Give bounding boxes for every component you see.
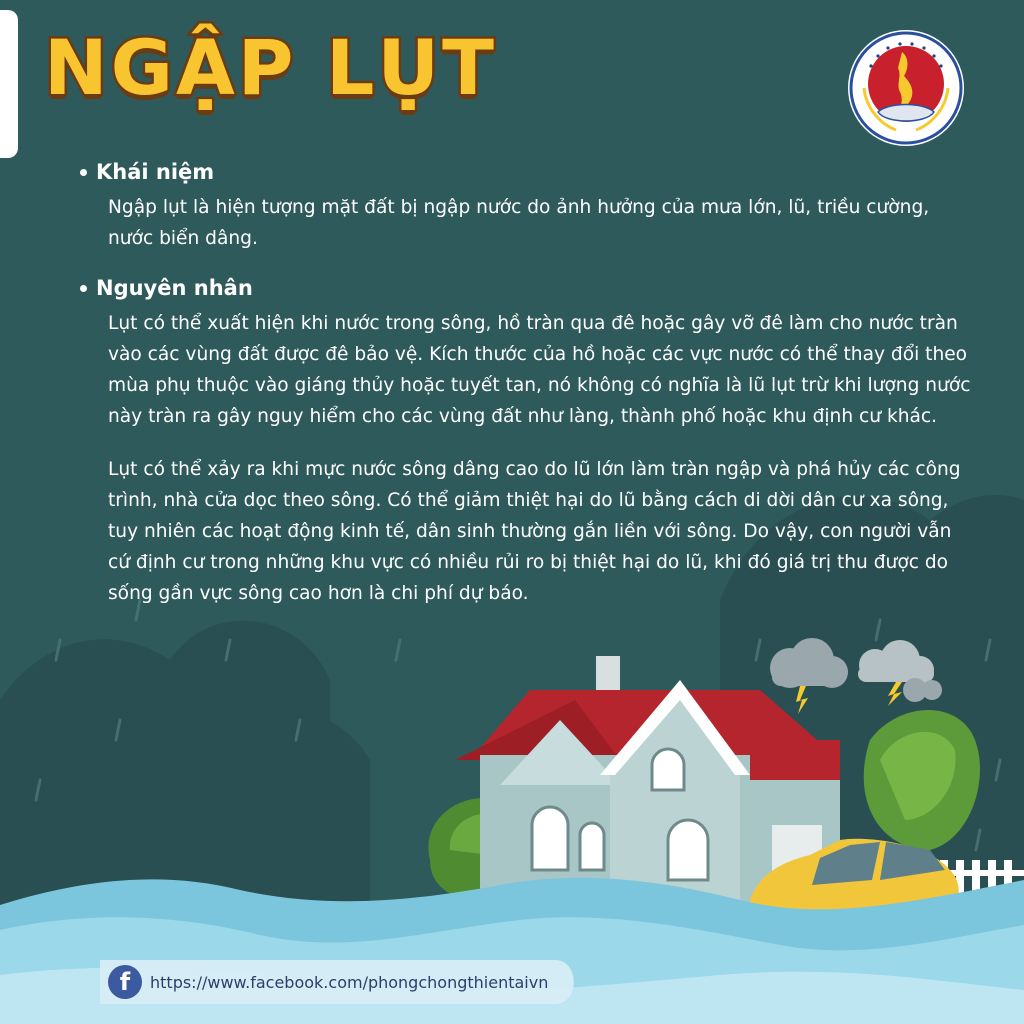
facebook-icon[interactable]: f bbox=[108, 965, 142, 999]
section-causes bbox=[72, 276, 972, 609]
section-heading-label: Nguyên nhân bbox=[96, 276, 253, 300]
side-tab bbox=[0, 10, 18, 158]
section-concept bbox=[72, 160, 972, 254]
page-title: NGẬP LỤT bbox=[44, 23, 497, 112]
content-area bbox=[72, 160, 972, 631]
footer-link[interactable] bbox=[108, 962, 568, 1002]
section-paragraph: Lụt có thể xảy ra khi mực nước sông dâng cao do lũ lớn làm tràn ngập và phá hủy các công trình, nhà cửa dọc theo sông. Có thể giảm thiệt hại do lũ bằng cách di dời dân cư xa sông, tuy nhiên các hoạt động kinh tế, dân sinh thường gắn liền với sông. Do vậy, con người vẫn cứ định cư trong những khu vực có nhiều rủi ro bị thiệt hại do lũ, khi đó giá trị thu được do sống gần vực sông cao hơn là chi phí dự báo. bbox=[108, 459, 961, 604]
bullet-icon bbox=[80, 169, 87, 176]
section-paragraph: Lụt có thể xuất hiện khi nước trong sông, hồ tràn qua đê hoặc gây vỡ đê làm cho nước tràn vào các vùng đất được đê bảo vệ. Kích thước của hồ hoặc các vực nước có thể thay đổi theo mùa phụ thuộc vào giáng thủy hoặc tuyết tan, nó không có nghĩa là lũ lụt trừ khi lượng nước này tràn ra gây nguy hiểm cho các vùng đất như làng, thành phố hoặc khu định cư khác. bbox=[108, 313, 971, 427]
facebook-url-link[interactable]: https://www.facebook.com/phongchongthientaivn bbox=[150, 972, 549, 992]
bullet-icon bbox=[80, 285, 87, 292]
logo-seal-icon bbox=[846, 28, 966, 148]
section-heading bbox=[80, 160, 972, 184]
section-heading-label: Khái niệm bbox=[96, 160, 215, 184]
section-paragraph: Ngập lụt là hiện tượng mặt đất bị ngập nước do ảnh hưởng của mưa lớn, lũ, triều cường, nước biển dâng. bbox=[108, 197, 930, 249]
section-heading bbox=[80, 276, 972, 300]
